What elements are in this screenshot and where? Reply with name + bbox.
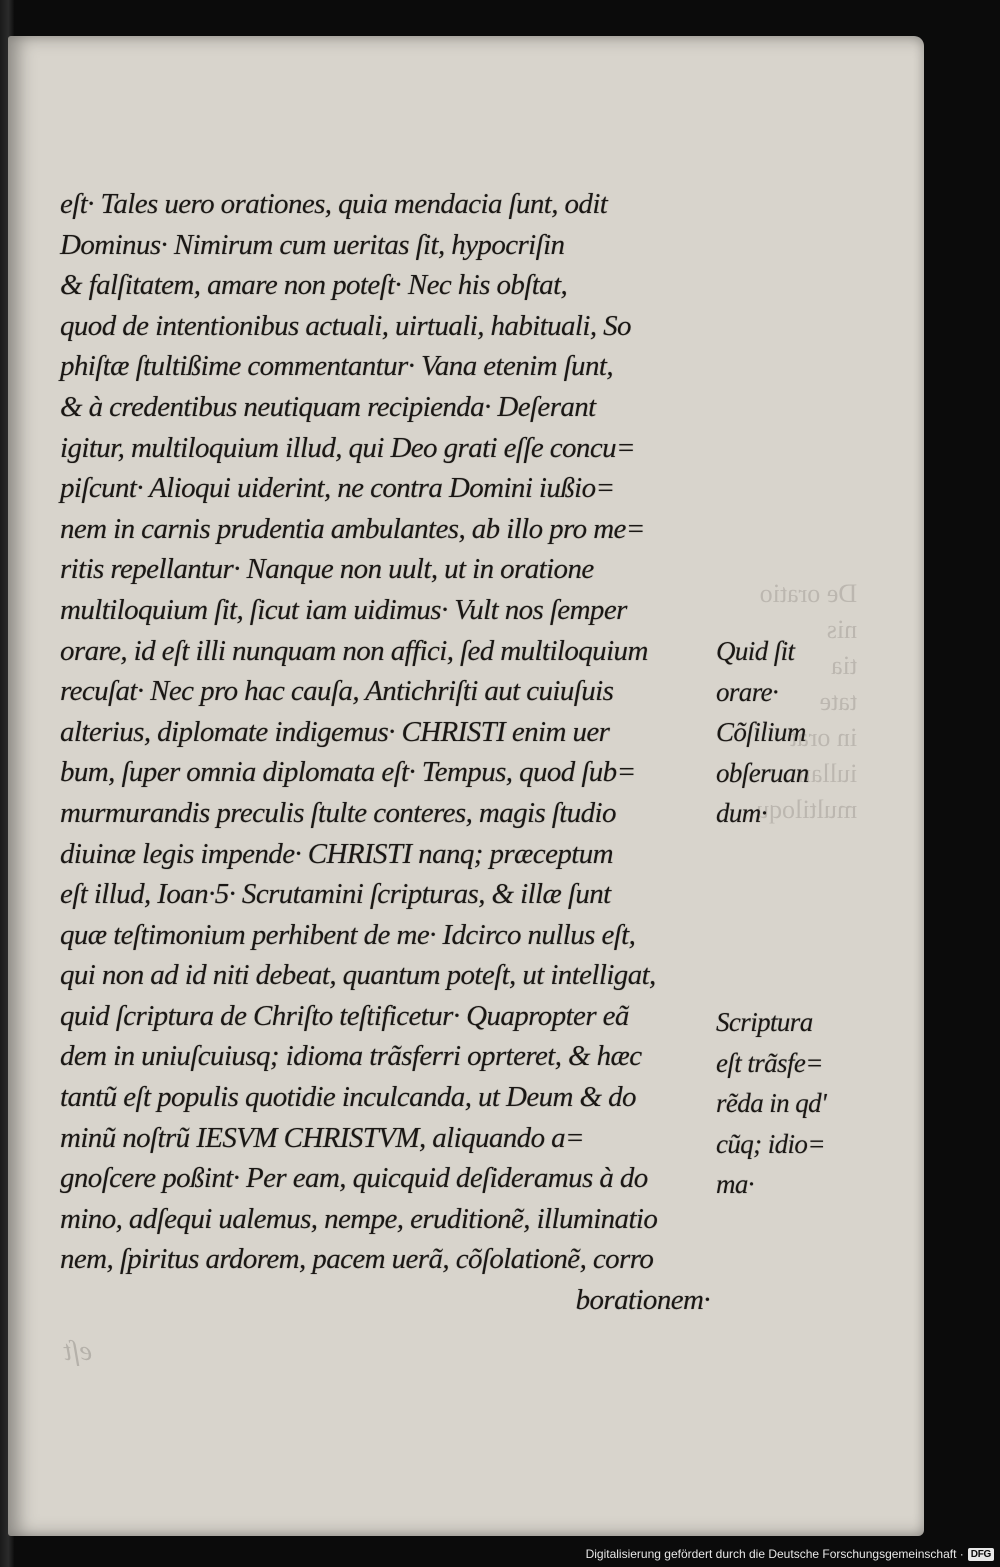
- text-line: quid ſcriptura de Chriſto teſtificetur· Quapropter eã: [60, 999, 629, 1032]
- bleed-through-catchword: eſt: [64, 1336, 92, 1367]
- text-line: phiſtæ ſtultißime commentantur· Vana etenim ſunt,: [60, 350, 613, 383]
- digitization-footer: [586, 1545, 994, 1563]
- text-line: diuinæ legis impende· CHRISTI nanq; præceptum: [60, 837, 613, 870]
- bleed-through-marginalia: De oratio nis tia tate in orat iullan multiloqu: [756, 579, 858, 824]
- main-text-block: [60, 184, 710, 1321]
- text-line: quæ teſtimonium perhibent de me· Idcirco nullus eſt,: [60, 918, 636, 951]
- text-line: tantũ eſt populis quotidie inculcanda, ut Deum & do: [60, 1081, 636, 1114]
- text-line: qui non ad id niti debeat, quantum poteſt, ut intelligat,: [60, 959, 656, 992]
- text-line: murmurandis preculis ſtulte conteres, magis ſtudio: [60, 796, 616, 829]
- text-line: alterius, diplomate indigemus· CHRISTI enim uer: [60, 715, 610, 748]
- text-line: mino, adſequi ualemus, nempe, eruditionẽ, illuminatio: [60, 1202, 658, 1235]
- marginal-note-line: orare·: [716, 676, 779, 707]
- text-line: eſt illud, Ioan·5· Scrutamini ſcripturas, & illæ ſunt: [60, 878, 611, 911]
- marginal-note-line: cũq; idio=: [716, 1128, 825, 1159]
- text-line: Dominus· Nimirum cum ueritas ſit, hypocriſin: [60, 228, 565, 261]
- marginal-note-line: eſt trãsfe=: [716, 1047, 823, 1078]
- text-line: & à credentibus neutiquam recipienda· Deſerant: [60, 390, 596, 423]
- text-line: multiloquium ſit, ſicut iam uidimus· Vult nos ſemper: [60, 593, 627, 626]
- digitization-credit: Digitalisierung gefördert durch die Deutsche Forschungsgemeinschaft ·: [585, 1547, 964, 1561]
- text-line: quod de intentionibus actuali, uirtuali, habituali, So: [60, 309, 631, 342]
- text-line: eſt· Tales uero orationes, quia mendacia ſunt, odit: [60, 188, 608, 220]
- marginal-note-line: ma·: [716, 1169, 754, 1200]
- dfg-logo-icon: DFG: [968, 1548, 994, 1561]
- marginal-note-line: rẽda in qd': [716, 1088, 827, 1119]
- marginal-note-prayer: [716, 631, 866, 834]
- text-line: & falſitatem, amare non poteſt· Nec his obſtat,: [60, 269, 568, 302]
- text-line: recuſat· Nec pro hac cauſa, Antichriſti aut cuiuſuis: [60, 675, 614, 708]
- text-line: bum, ſuper omnia diplomata eſt· Tempus, quod ſub=: [60, 756, 636, 789]
- marginal-note-line: obſeruan: [716, 757, 809, 788]
- book-page: [8, 36, 924, 1536]
- text-line: dem in uniuſcuiusq; idioma trãsferri oprteret, & hæc: [60, 1040, 642, 1073]
- text-line: minũ noſtrũ IESVM CHRISTVM, aliquando a=: [60, 1121, 584, 1154]
- text-line: gnoſcere poßint· Per eam, quicquid deſideramus à do: [60, 1162, 648, 1195]
- marginal-note-line: Scriptura: [716, 1007, 813, 1037]
- text-line: igitur, multiloquium illud, qui Deo grati eſſe concu=: [60, 431, 635, 464]
- marginal-note-line: Cõſilium: [716, 717, 806, 748]
- text-line-final: borationem·: [575, 1284, 710, 1317]
- marginal-note-scripture: [716, 1002, 866, 1205]
- text-line: nem in carnis prudentia ambulantes, ab illo pro me=: [60, 512, 645, 545]
- text-line: orare, id eſt illi nunquam non affici, ſed multiloquium: [60, 634, 648, 667]
- text-line: nem, ſpiritus ardorem, pacem uerã, cõſolationẽ, corro: [60, 1243, 654, 1276]
- text-line: piſcunt· Alioqui uiderint, ne contra Domini iußio=: [60, 472, 615, 505]
- text-line: ritis repellantur· Nanque non uult, ut in oratione: [60, 553, 594, 586]
- marginal-note-line: Quid ſit: [716, 636, 795, 666]
- marginal-note-line: dum·: [716, 798, 767, 829]
